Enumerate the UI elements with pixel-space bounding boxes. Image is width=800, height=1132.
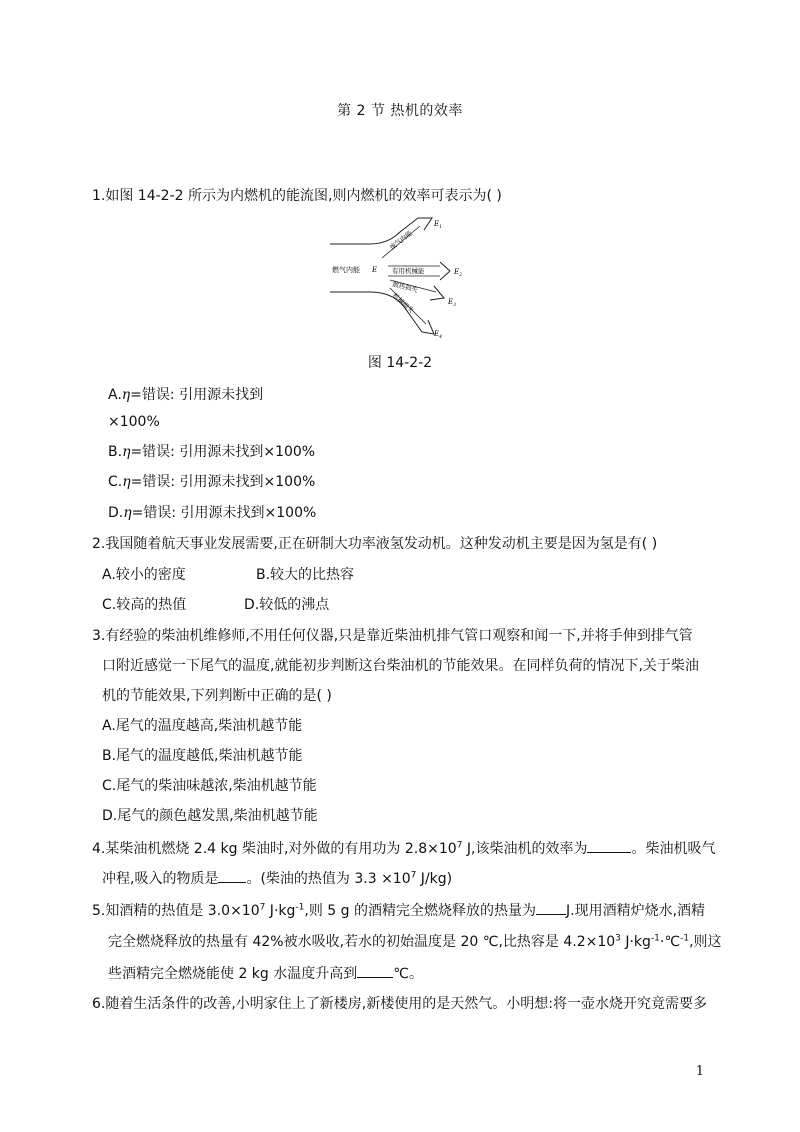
svg-text:E4 — [433, 330, 442, 340]
q2-option-d: D.较低的沸点 — [244, 597, 330, 613]
q5-line1: 5.知酒精的热值是 $3.0\times 10^7$ $J\cdot kg^{-1}$,则 5 g 的酒精完全燃烧释放的热量为 J.现用酒精炉烧水,酒精 — [92, 900, 705, 921]
q2-option-c: C.较高的热值 — [102, 597, 187, 613]
q3-stem-line1: 3.有经验的柴油机维修师,不用任何仪器,只是靠近柴油机排气管口观察和闻一下,并将手伸到排气管 — [92, 628, 693, 644]
blank-efficiency[interactable] — [587, 838, 631, 853]
label-exhaust: 废气内能 — [388, 229, 414, 252]
page-number: 1 — [695, 1064, 704, 1079]
q3-option-b: B.尾气的温度越低,柴油机越节能 — [102, 748, 303, 764]
q1-option-a: A.η=错误: 引用源未找到 — [108, 387, 264, 403]
eta-symbol: η — [121, 387, 131, 403]
q5-line2: 完全燃烧释放的热量有 42%被水吸收,若水的初始温度是 20 ℃,比热容是 $4.2\times 10^3$ $J\cdot kg^{-1}\cdot℃^{-1}$,则这 — [108, 933, 722, 950]
label-E4-sub: 4 — [439, 335, 442, 340]
label-E4: E — [434, 330, 440, 338]
svg-text:E2 — [453, 268, 462, 278]
energy-flow-diagram — [330, 212, 470, 344]
q3-stem-line3: 机的节能效果,下列判断中正确的是( ) — [102, 688, 332, 704]
q4-line1: 4.某柴油机燃烧 2.4 kg 柴油时,对外做的有用功为 $2.8\times 10^7$ J,该柴油机的效率为 。柴油机吸气 — [92, 838, 715, 859]
label-useful-mechanical: 有用机械能 — [392, 267, 425, 275]
label-mechanical-loss: 机械损失 — [390, 291, 416, 315]
label-E3: E — [448, 298, 454, 306]
label-E1-sub: 1 — [439, 225, 442, 230]
q2-option-a: A.较小的密度 — [102, 567, 186, 583]
q3-option-a: A.尾气的温度越高,柴油机越节能 — [102, 718, 303, 734]
q5-line3: 些酒精完全燃烧能使 2 kg 水温度升高到 ℃。 — [108, 963, 423, 984]
label-E: E — [372, 266, 378, 274]
q1-stem: 1.如图 14-2-2 所示为内燃机的能流图,则内燃机的效率可表示为( ) — [92, 188, 502, 204]
blank-final-temperature[interactable] — [357, 963, 393, 978]
q1-option-b: B.η=错误: 引用源未找到×100% — [108, 444, 316, 460]
q1-option-a-cont: ×100% — [108, 414, 160, 430]
q2-option-b: B.较大的比热容 — [256, 567, 355, 583]
blank-intake-substance[interactable] — [218, 868, 246, 883]
label-E1: E — [434, 220, 440, 228]
label-E2-sub: 2 — [459, 273, 462, 278]
eta-symbol: η — [122, 444, 131, 460]
q3-option-c: C.尾气的柴油味越浓,柴油机越节能 — [102, 778, 317, 794]
label-E2: E — [454, 268, 460, 276]
svg-text:E1 — [433, 220, 442, 230]
q3-stem-line2: 口附近感觉一下尾气的温度,就能初步判断这台柴油机的节能效果。在同样负荷的情况下,关于柴油 — [102, 658, 699, 674]
q1-option-d: D.η=错误: 引用源未找到×100% — [108, 505, 317, 521]
label-heat-loss: 散热损失 — [391, 280, 419, 295]
label-E3-sub: 3 — [453, 303, 456, 308]
q2-stem: 2.我国随着航天事业发展需要,正在研制大功率液氢发动机。这种发动机主要是因为氢是有( ) — [92, 536, 658, 552]
eta-symbol: η — [123, 505, 132, 521]
svg-text:E3 — [447, 298, 456, 308]
section-title: 第 2 节 热机的效率 — [337, 103, 463, 119]
q6-line1: 6.随着生活条件的改善,小明家住上了新楼房,新楼使用的是天然气。小明想:将一壶水烧开究竟需要多 — [92, 996, 707, 1012]
eta-symbol: η — [122, 474, 131, 490]
figure-caption: 图 14-2-2 — [367, 355, 433, 371]
blank-heat-released[interactable] — [536, 900, 566, 915]
q4-line2: 冲程,吸入的物质是 。(柴油的热值为 $3.3 \times 10^7$ J/kg) — [102, 868, 452, 889]
q1-option-c: C.η=错误: 引用源未找到×100% — [108, 474, 316, 490]
label-fuel-internal-energy: 燃气内能 — [332, 266, 360, 274]
q3-option-d: D.尾气的颜色越发黑,柴油机越节能 — [102, 808, 318, 824]
